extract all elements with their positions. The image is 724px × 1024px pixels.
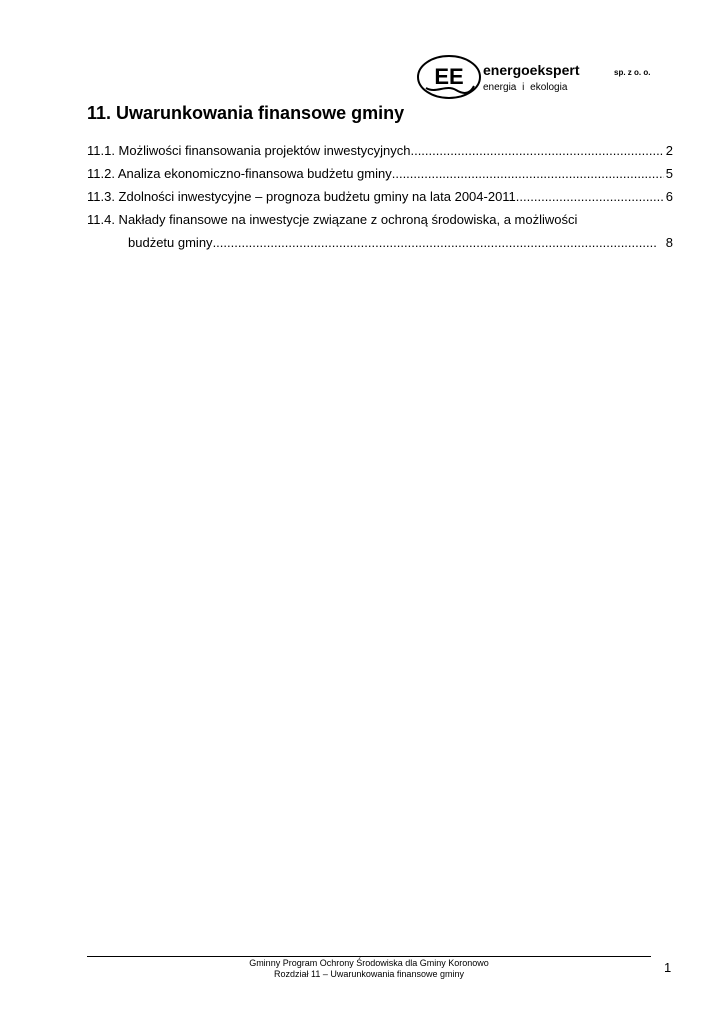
toc-entry-label-continuation: budżetu gminy xyxy=(128,235,213,250)
footer-caption xyxy=(87,958,651,980)
toc-entry[interactable] xyxy=(87,164,673,187)
company-legal-form: sp. z o. o. xyxy=(614,68,651,77)
toc-entry-label: 11.2. Analiza ekonomiczno-finansowa budżetu gminy xyxy=(87,166,392,181)
company-logo xyxy=(416,54,482,100)
toc-entry[interactable] xyxy=(87,187,673,210)
toc-entry-label: 11.1. Możliwości finansowania projektów inwestycyjnych xyxy=(87,143,411,158)
toc-entry-label: 11.4. Nakłady finansowe na inwestycje związane z ochroną środowiska, a możliwości xyxy=(87,212,578,227)
toc-dot-leader xyxy=(392,164,664,184)
toc-entry[interactable] xyxy=(87,141,673,164)
footer-line-chapter: Rozdział 11 – Uwarunkowania finansowe gminy xyxy=(274,969,464,979)
toc-entry-page: 6 xyxy=(665,189,673,204)
toc-entry-label: 11.3. Zdolności inwestycyjne – prognoza budżetu gminy na lata 2004-2011 xyxy=(87,189,516,204)
toc-dot-leader xyxy=(516,187,664,207)
toc-entry-page: 2 xyxy=(665,143,673,158)
toc-entry-first-line[interactable] xyxy=(87,210,673,233)
toc-entry-page: 8 xyxy=(665,235,673,250)
toc-dot-leader xyxy=(213,233,658,253)
toc-entry-continuation[interactable] xyxy=(87,233,673,256)
footer-divider xyxy=(87,956,651,957)
chapter-title: 11. Uwarunkowania finansowe gminy xyxy=(87,103,405,123)
table-of-contents xyxy=(87,141,673,256)
company-tagline: energia i ekologia xyxy=(483,82,568,93)
toc-entry-page: 5 xyxy=(665,166,673,181)
toc-dot-leader xyxy=(410,141,663,161)
company-name: energoekspert xyxy=(483,62,580,78)
svg-text:EE: EE xyxy=(434,64,464,89)
footer-line-program: Gminny Program Ochrony Środowiska dla Gminy Koronowo xyxy=(249,958,489,968)
page-number: 1 xyxy=(664,960,672,975)
